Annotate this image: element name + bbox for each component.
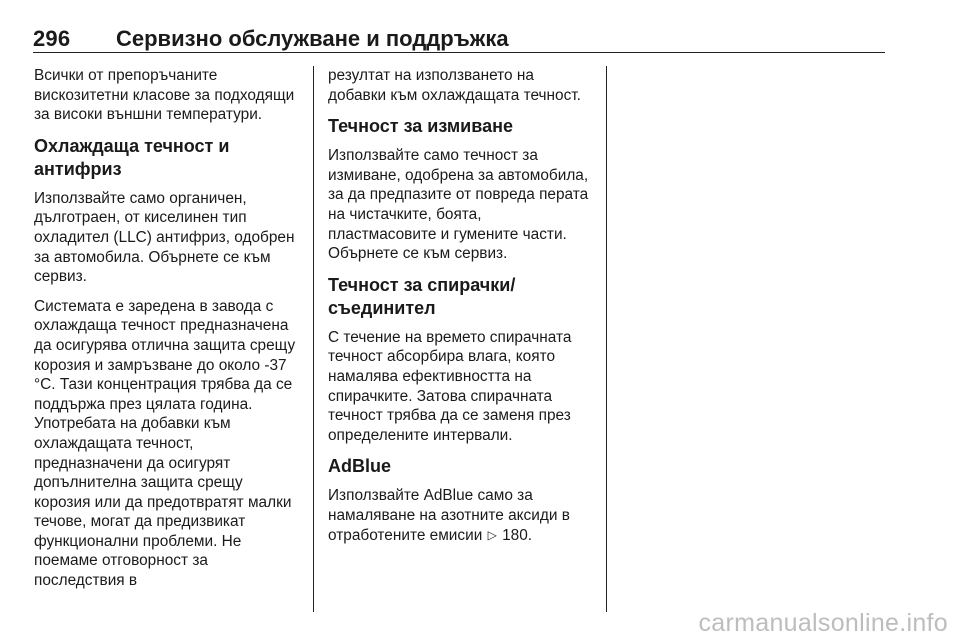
column-1 bbox=[34, 66, 299, 601]
column-divider-2 bbox=[606, 66, 607, 612]
heading-coolant: Охлаждаща течност и антифриз bbox=[34, 135, 230, 179]
page-reference-link[interactable]: 180. bbox=[502, 526, 533, 544]
paragraph-coolant-system: Системата е заредена в завода с охлаждаща течност предназначена да осигурява отлична защита срещу корозия и замръзване до около -37 °C. Тази концентрация трябва да се поддържа през цялата година. Употребата на добавки към охлаждащата течност, предназначени да осигурят допълнителна защита срещу корозия или да предотвратят малки течове, могат да предизвикат функционални проблеми. Не поемаме отговорност за последствия в bbox=[34, 297, 296, 590]
paragraph-adblue bbox=[328, 486, 593, 545]
adblue-text: Използвайте AdBlue само за намаляване на азотните аксиди в отработените емисии bbox=[328, 487, 570, 544]
page-title: Сервизно обслужване и поддръжка bbox=[116, 26, 509, 51]
column-2 bbox=[328, 66, 593, 555]
page-number: 296 bbox=[33, 26, 71, 51]
column-divider-1 bbox=[313, 66, 314, 612]
paragraph-coolant-continued: резултат на използването на добавки към охлаждащата течност. bbox=[328, 67, 581, 104]
paragraph-coolant-use: Използвайте само органичен, дълготраен, от киселинен тип охладител (LLC) антифриз, одобрен за автомобила. Обърнете се към сервиз. bbox=[34, 189, 295, 286]
paragraph-washer-fluid: Използвайте само течност за измиване, одобрена за автомобила, за да предпазите от повреда перата на чистачките, боята, пластмасовите и гумените части. Обърнете се към сервиз. bbox=[328, 147, 589, 263]
heading-adblue: AdBlue bbox=[328, 456, 391, 477]
arrow-reference-icon[interactable]: ▷ bbox=[487, 527, 497, 542]
paragraph-viscosity: Всички от препоръчаните вискозитетни класове за подходящи за високи външни температури. bbox=[34, 67, 295, 124]
page-header bbox=[33, 24, 885, 53]
watermark: carmanualsonline.info bbox=[698, 609, 948, 637]
paragraph-brake-fluid: С течение на времето спирачната течност абсорбира влага, която намалява ефективността на спирачките. Затова спирачната течност трябва да се заменя през определените интервали. bbox=[328, 328, 572, 444]
heading-washer-fluid: Течност за измиване bbox=[328, 116, 513, 137]
heading-brake-fluid: Течност за спирачки/ съединител bbox=[328, 274, 516, 318]
